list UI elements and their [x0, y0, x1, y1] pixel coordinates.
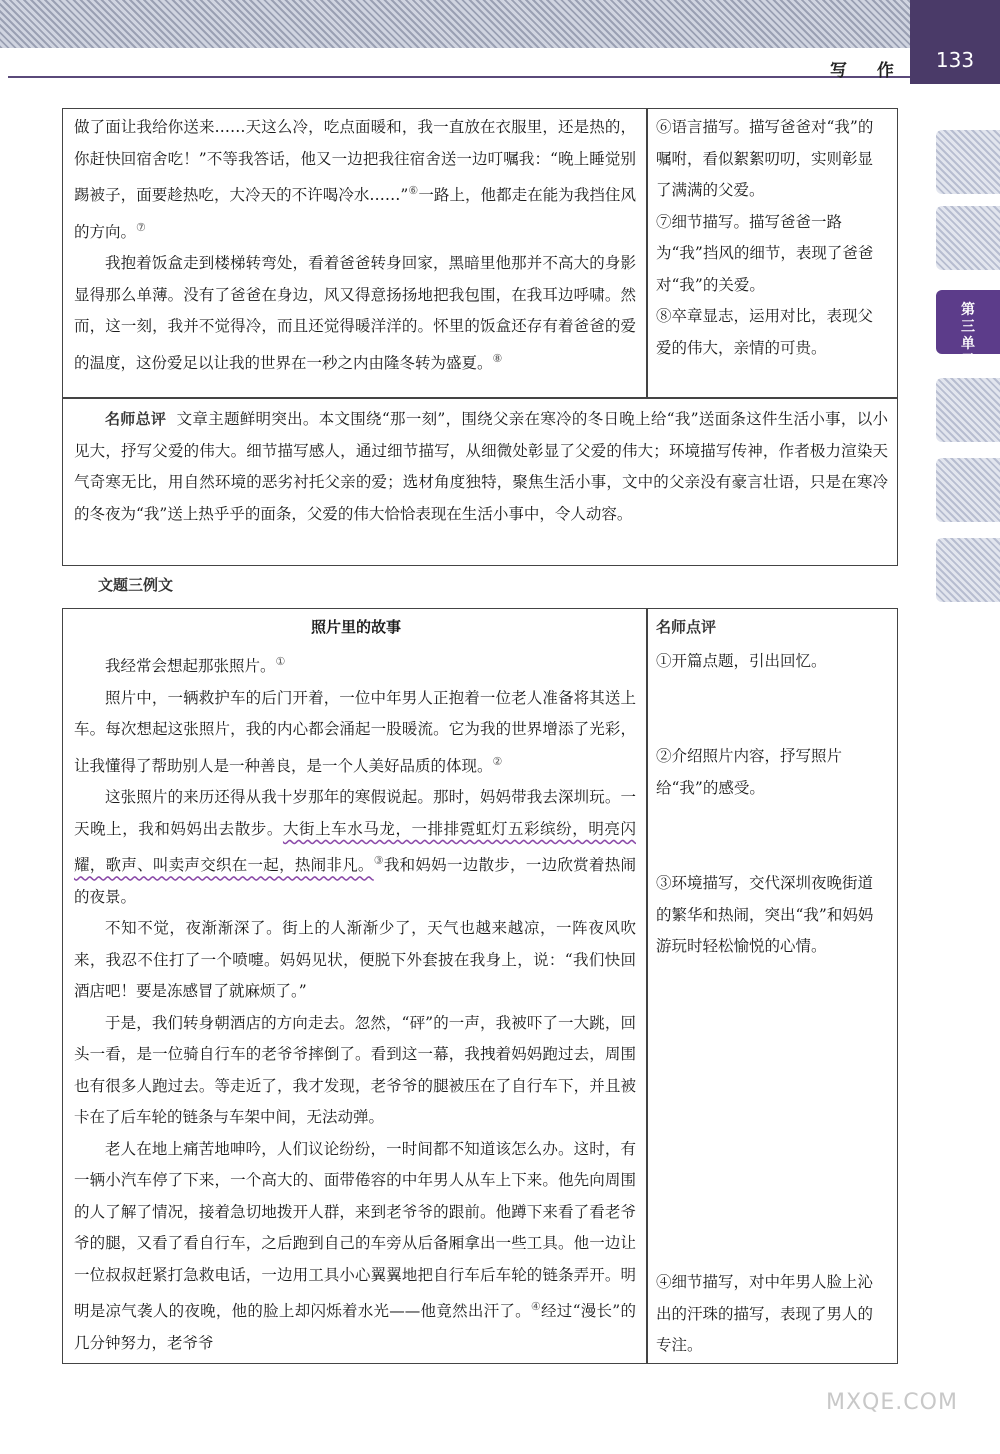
note-marker: ⑦: [136, 220, 146, 234]
teacher-summary: [74, 404, 888, 530]
annotation-item: ⑦细节描写。描写爸爸一路为“我”挡风的细节，表现了爸爸对“我”的关爱。: [656, 212, 874, 294]
comment-column-label: 名师点评: [656, 618, 717, 636]
comment-3: ③环境描写，交代深圳夜晚街道的繁华和热闹，突出“我”和妈妈游玩时轻松愉悦的心情。: [656, 874, 874, 955]
summary-text: 文章主题鲜明突出。本文围绕“那一刻”，围绕父亲在寒冷的冬日晚上给“我”送面条这件生活小事，以小见大，抒写父爱的伟大。细节描写感人，通过细节描写，从细微处彰显了父爱的伟大；环境描写传神，作者极力渲染天气奇寒无比，用自然环境的恶劣衬托父亲的爱；选材角度独特，聚焦生活小事，文中的父亲没有豪言壮语，只是在寒冷的冬夜为“我”送上热乎乎的面条，父爱的伟大恰恰表现在生活小事中，令人动容。: [74, 410, 888, 523]
unit-tab-active[interactable]: [936, 290, 1000, 369]
essay-paragraph-tail: 我和妈妈一边散步，一边欣赏着热闹的夜景。: [74, 856, 636, 906]
box2-divider: [646, 608, 648, 1364]
essay-paragraph: 做了面让我给你送来……天这么冷，吃点面暖和，我一直放在衣服里，还是热的，你赶快回宿舍吃！”不等我答话，他又一边把我往宿舍送一边叮嘱我：“晚上睡觉别踢被子，面要趁热吃，大冷天的不许喝冷水……”: [74, 118, 636, 205]
header-pattern-band: [0, 0, 910, 48]
note-marker: ⑥: [408, 184, 419, 197]
note-marker: ②: [492, 754, 503, 768]
note-marker: ④: [530, 1300, 542, 1314]
watermark: MXQE.COM: [826, 1390, 958, 1415]
unit-tab-5[interactable]: [936, 458, 1000, 522]
essay-paragraph-tail: 一路上，他都走在能为我挡住风的方向。: [74, 186, 636, 241]
comment-1: ①开篇点题，引出回忆。: [656, 652, 827, 670]
annotation-item: ⑥语言描写。描写爸爸对“我”的嘱咐，看似絮絮叨叨，实则彰显了满满的父爱。: [656, 118, 874, 199]
page-number: 133: [910, 0, 1000, 84]
page-header-title: 写 作: [830, 61, 906, 81]
section-title: 文题三例文: [98, 576, 174, 594]
box1-divider: [646, 108, 648, 398]
sample-essay-text: [74, 646, 636, 1360]
essay-title: 照片里的故事: [310, 618, 401, 636]
annotation-item: ⑧卒章显志，运用对比，表现父爱的伟大，亲情的可贵。: [656, 307, 874, 357]
note-marker: ①: [275, 655, 286, 668]
header-rule: [8, 76, 910, 78]
unit-tab-1[interactable]: [936, 130, 1000, 194]
unit-tab-4[interactable]: [936, 378, 1000, 442]
wavy-underlined-sentence: 大街上车水马龙，一排排霓虹灯五彩缤纷，明亮闪耀，歌声、叫卖声交织在一起，热闹非凡。: [74, 819, 636, 875]
box1-annotations: [656, 112, 888, 364]
essay-continuation-text: [74, 112, 636, 379]
essay-paragraph-tail: 经过“漫长”的几分钟努力，老爷爷: [74, 1302, 636, 1353]
unit-tab-label: 第三单元: [961, 302, 975, 369]
essay-paragraph: 于是，我们转身朝酒店的方向走去。忽然，“砰”的一声，我被吓了一大跳，回头一看，是一位骑自行车的老爷爷摔倒了。看到这一幕，我拽着妈妈跑过去，周围也有很多人跑过去。等走近了，我才发现，老爷爷的腿被压在了自行车下，并且被卡在了后车轮的链条与车架中间，无法动弹。: [74, 1013, 636, 1127]
essay-paragraph: 老人在地上痛苦地呻吟，人们议论纷纷，一时间都不知道该怎么办。这时，有一辆小汽车停了下来，一个高大的、面带倦容的中年男人从车上下来。他先向周围的人了解了情况，接着急切地拨开人群，来到老爷爷的跟前。他蹲下来看了看老爷爷的腿，又看了看自行车，之后跑到自己的车旁从后备厢拿出一些工具。他一边让一位叔叔赶紧打急救电话，一边用工具小心翼翼地把自行车后车轮的链条弄开。明明是凉气袭人的夜晚，他的脸上却闪烁着水光——他竟然出汗了。: [74, 1139, 636, 1321]
comment-4: ④细节描写，对中年男人脸上沁出的汗珠的描写，表现了男人的专注。: [656, 1273, 874, 1354]
essay-paragraph: 这张照片的来历还得从我十岁那年的寒假说起。那时，妈妈带我去深圳玩。一天晚上，我和妈妈出去散步。: [74, 788, 636, 838]
note-marker: ⑧: [492, 351, 503, 365]
summary-label: 名师总评: [105, 410, 167, 428]
essay-paragraph: 照片中，一辆救护车的后门开着，一位中年男人正抱着一位老人准备将其送上车。每次想起这张照片，我的内心都会涌起一股暖流。它为我的世界增添了光彩，让我懂得了帮助别人是一种善良，是一个人美好品质的体现。: [74, 688, 636, 775]
unit-tab-2[interactable]: [936, 206, 1000, 270]
note-marker: ③: [373, 854, 384, 868]
essay-paragraph: 不知不觉，夜渐渐深了。街上的人渐渐少了，天气也越来越凉，一阵夜风吹来，我忍不住打了一个喷嚏。妈妈见状，便脱下外套披在我身上，说：“我们快回酒店吧！要是冻感冒了就麻烦了。”: [74, 919, 636, 1001]
essay-paragraph: 我经常会想起那张照片。: [105, 657, 276, 676]
box1-summary-divider: [62, 397, 898, 399]
comment-2: ②介绍照片内容，抒写照片给“我”的感受。: [656, 747, 843, 797]
essay-paragraph: 我抱着饭盒走到楼梯转弯处，看着爸爸转身回家，黑暗里他那并不高大的身影显得那么单薄。没有了爸爸在身边，风又得意扬扬地把我包围，在我耳边呼啸。然而，这一刻，我并不觉得冷，而且还觉得暖洋洋的。怀里的饭盒还存有着爸爸的爱的温度，这份爱足以让我的世界在一秒之内由隆冬转为盛夏。: [74, 254, 636, 372]
unit-tab-6[interactable]: [936, 538, 1000, 602]
